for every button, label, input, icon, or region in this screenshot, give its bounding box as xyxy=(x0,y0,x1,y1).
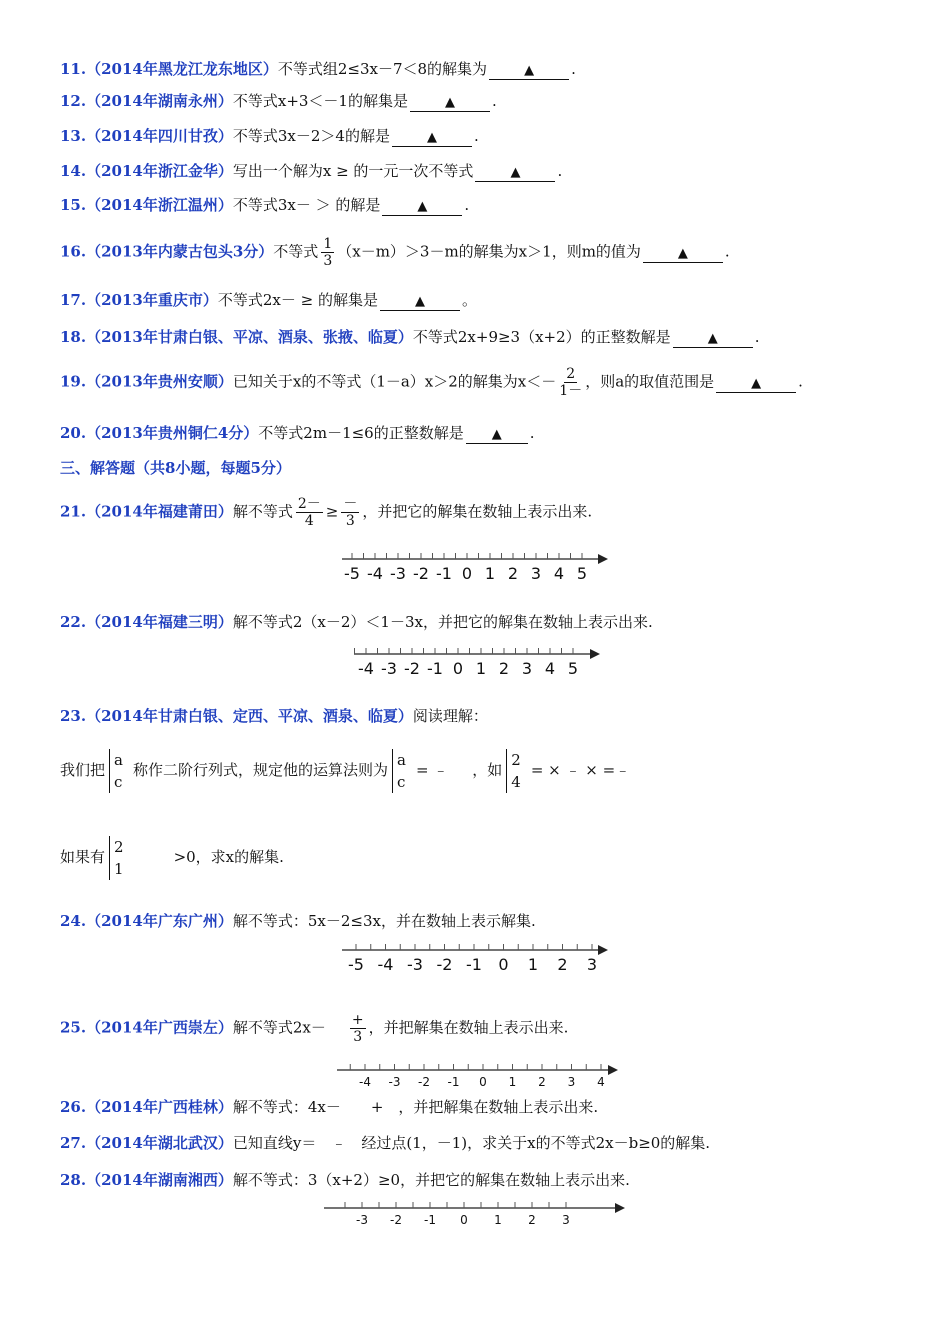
entry: c xyxy=(114,773,123,791)
question-text: ，并把解集在数轴上表示出来. xyxy=(368,1018,569,1037)
answer-blank[interactable] xyxy=(673,329,753,348)
arrow-icon xyxy=(615,1203,625,1213)
tick-label: -3 xyxy=(356,1213,368,1227)
tick-label: 1 xyxy=(508,1075,517,1089)
relation-sign: ≥ xyxy=(325,502,339,521)
question-source: （2013年甘肃白银、平凉、酒泉、张掖、临夏） xyxy=(86,328,413,346)
determinant xyxy=(109,836,124,880)
numerator: + xyxy=(351,1012,364,1028)
question-source: （2014年广西桂林） xyxy=(86,1098,233,1116)
tick-label: 4 xyxy=(544,659,556,678)
question-text: 不等式2x－ ≥ 的解集是 xyxy=(217,291,378,309)
question-text: 不等式3x－2＞4的解是 xyxy=(232,127,390,145)
answer-blank[interactable] xyxy=(489,61,569,80)
question-source: （2014年四川甘孜） xyxy=(86,127,233,145)
tick-label: 0 xyxy=(460,1213,468,1227)
denominator: 3 xyxy=(323,253,333,269)
question-source: （2014年浙江金华） xyxy=(86,162,233,180)
text: = ﹣ xyxy=(415,761,449,779)
question-11 xyxy=(60,59,576,80)
triangle-icon: ▲ xyxy=(677,245,688,261)
fraction xyxy=(321,236,334,269)
tick-label: 2 xyxy=(528,1213,536,1227)
tick-label: -1 xyxy=(466,955,482,974)
tick-label: -1 xyxy=(424,1213,436,1227)
triangle-icon: ▲ xyxy=(417,199,428,214)
question-14 xyxy=(60,161,562,182)
question-text: 解不等式：5x－2≤3x，并在数轴上表示解集. xyxy=(232,912,536,930)
numerator: 1 xyxy=(323,236,333,252)
tick-label: -2 xyxy=(436,955,453,974)
answer-blank[interactable] xyxy=(382,197,462,216)
tick-label: 1 xyxy=(484,564,496,583)
number-line-22 xyxy=(352,640,602,680)
tick-label: -5 xyxy=(348,955,364,974)
entry: a xyxy=(114,751,123,769)
question-text: ，则a的取值范围是 xyxy=(585,372,715,391)
fraction xyxy=(559,366,582,399)
question-text: 不等式3x－ ＞ 的解是 xyxy=(232,196,381,214)
question-text: 阅读理解： xyxy=(412,707,488,725)
text: ，如 xyxy=(472,761,503,779)
tick-label: 0 xyxy=(461,564,473,583)
question-text: 不等式2x+9≥3（x+2）的正整数解是 xyxy=(412,328,671,346)
question-number: 12. xyxy=(60,92,87,110)
answer-blank[interactable] xyxy=(410,93,490,112)
question-number: 26. xyxy=(60,1098,87,1116)
triangle-icon: ▲ xyxy=(444,95,455,110)
determinant xyxy=(109,749,123,793)
tick-label: -3 xyxy=(381,659,397,678)
punct: . xyxy=(529,424,535,442)
question-text: 不等式x+3＜－1的解集是 xyxy=(232,92,408,110)
question-source: （2014年福建莆田） xyxy=(86,502,233,521)
question-text: 已知直线y＝ ﹣ 经过点(1，－1)，求关于x的不等式2x－b≥0的解集. xyxy=(232,1134,711,1152)
question-26 xyxy=(60,1097,598,1117)
question-22 xyxy=(60,612,653,632)
question-source: （2014年黑龙江龙东地区） xyxy=(86,60,278,78)
tick-label: 0 xyxy=(498,955,509,974)
question-source: （2014年广西崇左） xyxy=(86,1018,233,1037)
entry: 4 xyxy=(511,773,521,791)
question-number: 20. xyxy=(60,424,87,442)
determinant-condition xyxy=(60,835,284,880)
question-text: 解不等式：3（x+2）≥0，并把它的解集在数轴上表示出来. xyxy=(232,1171,630,1189)
punct: . xyxy=(798,372,803,391)
question-19 xyxy=(60,366,803,399)
tick-label: 0 xyxy=(452,659,464,678)
question-source: （2014年福建三明） xyxy=(86,613,233,631)
punct: . xyxy=(464,196,470,214)
question-text: 解不等式：4x－ + ，并把解集在数轴上表示出来. xyxy=(232,1098,599,1116)
tick-label: -2 xyxy=(418,1075,430,1089)
text: 称作二阶行列式，规定他的运算法则为 xyxy=(132,761,388,779)
number-line-24 xyxy=(340,940,610,976)
tick-label: -4 xyxy=(377,955,394,974)
tick-label: 3 xyxy=(562,1213,570,1227)
answer-blank[interactable] xyxy=(380,292,460,311)
question-source: （2013年重庆市） xyxy=(86,291,218,309)
fraction xyxy=(296,496,323,529)
tick-label: 3 xyxy=(521,659,533,678)
text: 我们把 xyxy=(60,761,106,779)
tick-label: -2 xyxy=(413,564,429,583)
question-number: 17. xyxy=(60,291,87,309)
question-text: 已知关于x的不等式（1－a）x＞2的解集为x＜－ xyxy=(232,372,557,391)
tick-label: 1 xyxy=(494,1213,502,1227)
question-27 xyxy=(60,1133,710,1153)
tick-label: -5 xyxy=(344,564,360,583)
question-18 xyxy=(60,327,759,348)
number-line-21 xyxy=(340,545,610,585)
denominator: 3 xyxy=(353,1029,363,1045)
tick-label: 5 xyxy=(567,659,579,678)
question-28 xyxy=(60,1170,630,1190)
question-number: 19. xyxy=(60,372,87,391)
question-25 xyxy=(60,1012,568,1045)
question-text: 解不等式2x－ xyxy=(232,1018,326,1037)
question-text: （x－m）＞3－m的解集为x＞1，则m的值为 xyxy=(337,242,641,261)
question-17 xyxy=(60,290,477,311)
question-23 xyxy=(60,706,488,726)
fraction xyxy=(350,1012,366,1045)
entry: 1 xyxy=(114,860,124,878)
entry: 2 xyxy=(114,838,124,856)
tick-label: -1 xyxy=(436,564,452,583)
question-16 xyxy=(60,236,730,269)
tick-label: -2 xyxy=(404,659,420,678)
numerator: － xyxy=(343,496,358,512)
tick-label: 4 xyxy=(597,1075,605,1089)
tick-label: -3 xyxy=(390,564,406,583)
question-number: 11. xyxy=(60,60,87,78)
question-source: （2014年广东广州） xyxy=(86,912,233,930)
triangle-icon: ▲ xyxy=(426,130,437,145)
punct: . xyxy=(571,60,576,78)
punct: . xyxy=(724,242,730,261)
tick-label: -3 xyxy=(388,1075,401,1089)
tick-label: 2 xyxy=(507,564,519,583)
numerator: 2－ xyxy=(297,496,321,512)
triangle-icon: ▲ xyxy=(510,165,521,180)
denominator: 3 xyxy=(345,513,355,529)
question-source: （2013年贵州安顺） xyxy=(86,372,233,391)
entry: c xyxy=(396,773,406,791)
question-number: 14. xyxy=(60,162,87,180)
answer-blank[interactable] xyxy=(716,374,796,393)
question-number: 15. xyxy=(60,196,87,214)
question-text: ，并把它的解集在数轴上表示出来. xyxy=(362,502,593,521)
tick-label: 3 xyxy=(567,1075,576,1089)
question-source: （2014年甘肃白银、定西、平凉、酒泉、临夏） xyxy=(86,707,413,725)
tick-label: 2 xyxy=(498,659,510,678)
denominator: 1－ xyxy=(559,383,583,399)
question-text: 不等式 xyxy=(273,242,319,261)
tick-label: 1 xyxy=(527,955,539,974)
triangle-icon: ▲ xyxy=(491,427,502,442)
tick-label: -1 xyxy=(447,1075,460,1089)
fraction xyxy=(341,496,359,529)
tick-label: 3 xyxy=(586,955,598,974)
question-number: 27. xyxy=(60,1134,87,1152)
triangle-icon: ▲ xyxy=(751,375,762,391)
determinant xyxy=(506,749,521,793)
tick-label: -4 xyxy=(358,659,374,678)
number-line-28 xyxy=(322,1198,627,1234)
question-number: 13. xyxy=(60,127,87,145)
tick-label: -1 xyxy=(427,659,443,678)
question-12 xyxy=(60,91,497,112)
triangle-icon: ▲ xyxy=(414,294,425,309)
tick-label: -4 xyxy=(367,564,383,583)
tick-label: 0 xyxy=(479,1075,487,1089)
question-text: 不等式2m－1≤6的正整数解是 xyxy=(258,424,464,442)
triangle-icon: ▲ xyxy=(524,63,535,78)
answer-blank[interactable] xyxy=(466,425,528,444)
tick-label: 4 xyxy=(553,564,565,583)
arrow-icon xyxy=(590,649,600,659)
question-number: 23. xyxy=(60,707,87,725)
tick-label: -3 xyxy=(407,955,423,974)
question-number: 28. xyxy=(60,1171,87,1189)
question-24 xyxy=(60,911,536,931)
determinant xyxy=(392,749,406,793)
tick-label: -2 xyxy=(390,1213,402,1227)
question-source: （2014年浙江温州） xyxy=(86,196,233,214)
number-line-25 xyxy=(335,1060,620,1092)
punct: . xyxy=(557,162,563,180)
text: 如果有 xyxy=(60,848,106,866)
numerator: 2 xyxy=(566,366,576,382)
question-20 xyxy=(60,423,535,444)
text: >0，求x的解集. xyxy=(173,848,284,866)
entry: a xyxy=(396,751,406,769)
arrow-icon xyxy=(608,1065,618,1075)
question-21 xyxy=(60,496,592,529)
question-source: （2013年内蒙古包头3分） xyxy=(86,242,274,261)
punct: 。 xyxy=(461,291,477,309)
question-number: 24. xyxy=(60,912,87,930)
question-number: 25. xyxy=(60,1018,87,1037)
punct: . xyxy=(473,127,479,145)
answer-blank[interactable] xyxy=(392,128,472,147)
question-number: 16. xyxy=(60,242,87,261)
question-number: 22. xyxy=(60,613,87,631)
tick-label: 3 xyxy=(530,564,542,583)
punct: . xyxy=(491,92,497,110)
question-source: （2014年湖南永州） xyxy=(86,92,233,110)
arrow-icon xyxy=(598,554,608,564)
tick-label: -4 xyxy=(359,1075,371,1089)
question-text: 不等式组2≤3x－7＜8的解集为 xyxy=(277,60,488,78)
text: = × ﹣ × =﹣ xyxy=(530,761,631,779)
tick-label: 1 xyxy=(475,659,487,678)
entry: 2 xyxy=(511,751,521,769)
punct: . xyxy=(754,328,760,346)
determinant-definition xyxy=(60,748,630,793)
denominator: 4 xyxy=(304,513,314,529)
question-source: （2014年湖北武汉） xyxy=(86,1134,233,1152)
question-text: 写出一个解为x ≥ 的一元一次不等式 xyxy=(232,162,474,180)
question-text: 解不等式2（x－2）＜1－3x，并把它的解集在数轴上表示出来. xyxy=(232,613,653,631)
question-15 xyxy=(60,195,469,216)
section-heading: 三、解答题（共8小题，每题5分） xyxy=(60,459,291,477)
answer-blank[interactable] xyxy=(475,163,555,182)
question-number: 18. xyxy=(60,328,87,346)
tick-label: 5 xyxy=(576,564,588,583)
question-source: （2013年贵州铜仁4分） xyxy=(86,424,259,442)
question-number: 21. xyxy=(60,502,87,521)
question-source: （2014年湖南湘西） xyxy=(86,1171,233,1189)
answer-blank[interactable] xyxy=(643,244,723,263)
triangle-icon: ▲ xyxy=(707,331,718,346)
tick-label: 2 xyxy=(557,955,568,974)
question-text: 解不等式 xyxy=(232,502,293,521)
tick-label: 2 xyxy=(538,1075,546,1089)
arrow-icon xyxy=(598,945,608,955)
question-13 xyxy=(60,126,479,147)
